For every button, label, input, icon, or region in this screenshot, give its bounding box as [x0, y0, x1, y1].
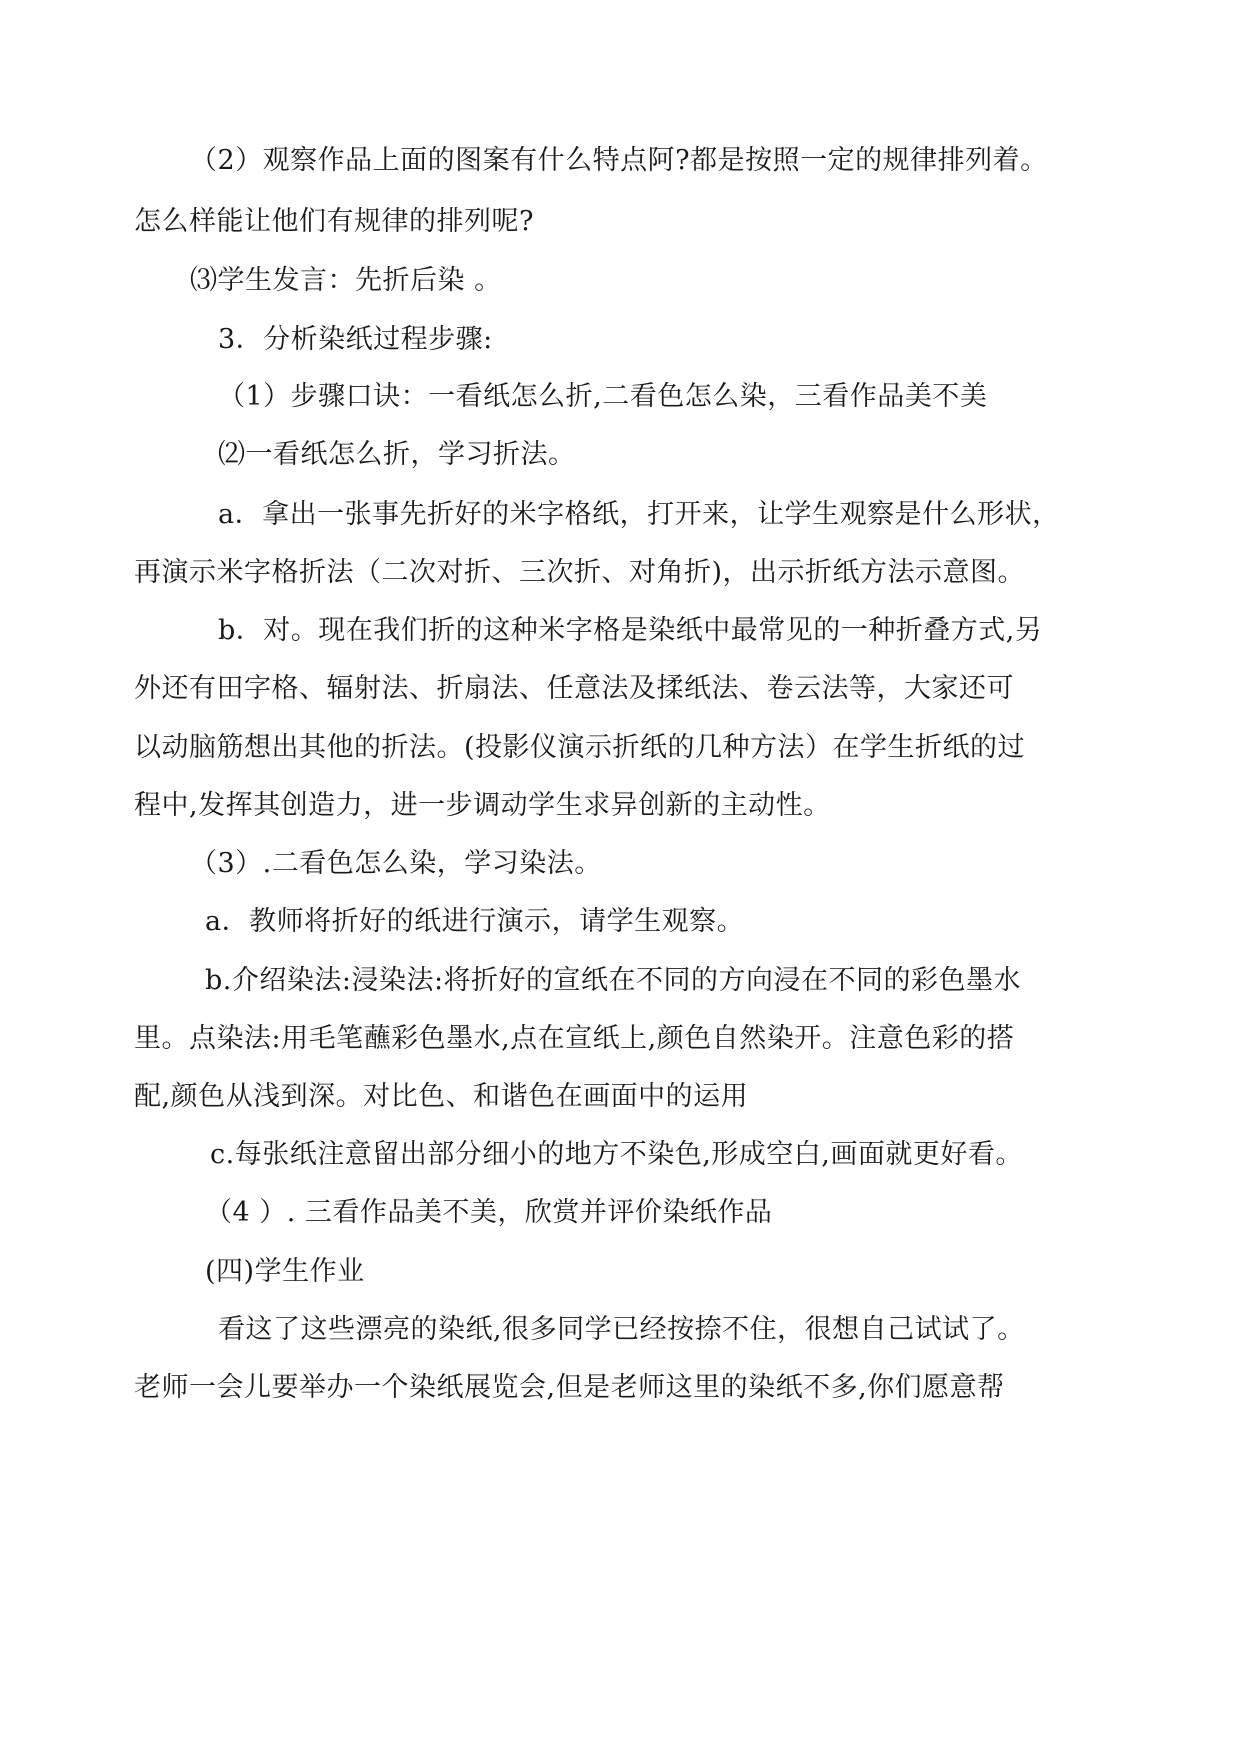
- text-line: 外还有田字格、辐射法、折扇法、任意法及揉纸法、卷云法等，大家还可: [134, 673, 1014, 704]
- text-line: （2）观察作品上面的图案有什么特点阿?都是按照一定的规律排列着。: [190, 145, 1048, 176]
- text-line: 再演示米字格折法（二次对折、三次折、对角折)，出示折纸方法示意图。: [134, 557, 1026, 588]
- text-line: a．教师将折好的纸进行演示，请学生观察。: [205, 906, 745, 937]
- text-line: （1）步骤口诀：一看纸怎么折,二看色怎么染，三看作品美不美: [218, 381, 988, 412]
- text-line: b．对。现在我们折的这种米字格是染纸中最常见的一种折叠方式,另: [218, 615, 1043, 646]
- text-line: ⑵一看纸怎么折，学习折法。: [218, 439, 576, 470]
- text-line: c.每张纸注意留出部分细小的地方不染色,形成空白,画面就更好看。: [210, 1139, 1023, 1170]
- text-line: a．拿出一张事先折好的米字格纸，打开来，让学生观察是什么形状，: [218, 499, 1060, 530]
- text-line: 怎么样能让他们有规律的排列呢?: [134, 206, 534, 237]
- text-line: （3）.二看色怎么染，学习染法。: [190, 848, 602, 879]
- text-line: 里。点染法:用毛笔蘸彩色墨水,点在宣纸上,颜色自然染开。注意色彩的搭: [134, 1023, 1015, 1054]
- text-line: 程中,发挥其创造力，进一步调动学生求异创新的主动性。: [134, 790, 831, 821]
- text-line: 以动脑筋想出其他的折法。(投影仪演示折纸的几种方法）在学生折纸的过: [134, 732, 1026, 763]
- text-line: 配,颜色从浅到深。对比色、和谐色在画面中的运用: [134, 1081, 749, 1112]
- text-line: ⑶学生发言：先折后染 。: [190, 265, 502, 296]
- text-line: b.介绍染法:浸染法:将折好的宣纸在不同的方向浸在不同的彩色墨水: [205, 965, 1022, 996]
- text-line: 老师一会儿要举办一个染纸展览会,但是老师这里的染纸不多,你们愿意帮: [134, 1372, 1005, 1403]
- text-line: （4 ）. 三看作品美不美，欣赏并评价染纸作品: [205, 1197, 773, 1228]
- text-line: 看这了这些漂亮的染纸,很多同学已经按捺不住，很想自己试试了。: [218, 1314, 1025, 1345]
- text-line: 3．分析染纸过程步骤:: [218, 324, 493, 355]
- text-line: (四)学生作业: [205, 1256, 365, 1287]
